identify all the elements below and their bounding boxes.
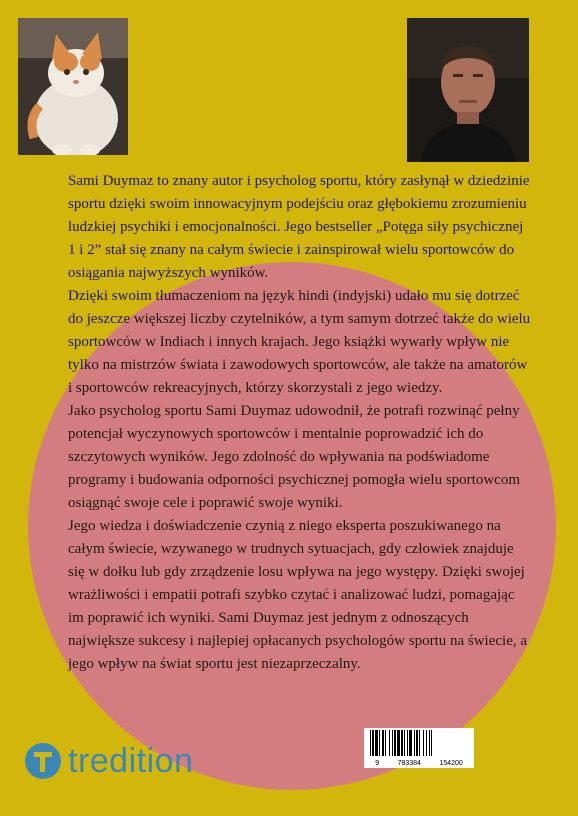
barcode-bar (385, 730, 386, 756)
barcode-bar (426, 730, 427, 756)
barcode-bars (364, 728, 474, 760)
barcode-bar (370, 730, 371, 756)
barcode-bar (429, 730, 430, 756)
barcode-bar (404, 730, 405, 756)
barcode-bar (392, 730, 393, 756)
paragraph: Jako psycholog sportu Sami Duymaz udowodnił, że potrafi rozwinąć pełny potencjał wyczynowych sportowców i mentalnie poprowadzić ich do szczytowych wyników. Jego zdolność do wpływania na podświadome programy i budowania odporności psychicznej pomogła wielu sportowcom osiągnąć swoje cele i poprawić swoje wyniki. (68, 403, 520, 511)
barcode-bar (416, 730, 418, 756)
barcode-bar (372, 730, 374, 756)
barcode-bar (431, 730, 432, 756)
paragraph: Sami Duymaz to znany autor i psycholog sportu, który zasłynął w dziedzinie sportu dzięki swoim innowacyjnym podejściu oraz głębokiemu zrozumieniu ludzkiej psychiki i emocjonalności. Jego bestseller „Potęga siły psychicznej 1 i 2” stał się znany na całym świecie i zainspirował wielu sportowców do osiągania najwyższych wyników. (68, 173, 530, 281)
barcode-bar (414, 730, 415, 756)
barcode-digit-group: 154200 (439, 760, 463, 767)
barcode-bar (401, 730, 403, 756)
publisher-logo (24, 740, 193, 782)
barcode-bar (394, 730, 396, 756)
barcode-bar (382, 730, 384, 756)
paragraph: Dzięki swoim tłumaczeniom na język hindi (indyjski) udało mu się dotrzeć do jeszcze większej liczby czytelników, a tym samym dotrzeć także do wielu sportowców w Indiach i innych krajach. Jego książki wywarły wpływ nie tylko na mistrzów świata i zawodowych sportowców, ale także na amatorów i sportowców rekreacyjnych, którzy skorzystali z jego wiedzy. (68, 288, 531, 396)
barcode-digits (364, 760, 474, 767)
author-photo (407, 18, 529, 162)
barcode-bar (419, 730, 420, 756)
publisher-name: tredition (68, 742, 194, 780)
tredition-logo-icon (24, 742, 62, 780)
barcode-bar (379, 730, 380, 756)
barcode-bar (407, 730, 408, 756)
barcode-bar (409, 730, 412, 756)
barcode-bar (423, 730, 424, 756)
paragraph: Jego wiedza i doświadczenie czynią z niego eksperta poszukiwanego na całym świecie, wzywanego w trudnych sytuacjach, gdy człowiek znajduje się w dołku lub gdy zrządzenie losu wpływa na jego występy. Dzięki swojej wrażliwości i empatii potrafi szybko czytać i analizować ludzi, pomagając im poprawić ich wyniki. Sami Duymaz jest jednym z odnoszących największe sukcesy i najlepiej opłacanych psychologów sportu na świecie, a jego wpływ na świat sportu jest niezaprzeczalny. (68, 518, 528, 672)
barcode-bar (375, 730, 378, 756)
barcode-bar (397, 730, 400, 756)
cat-photo (18, 18, 128, 155)
biography-text (68, 170, 534, 676)
barcode-digit-group: 9 (375, 760, 380, 767)
barcode-bar (389, 730, 390, 756)
isbn-barcode (364, 728, 474, 768)
barcode-digit-group: 783384 (397, 760, 421, 767)
